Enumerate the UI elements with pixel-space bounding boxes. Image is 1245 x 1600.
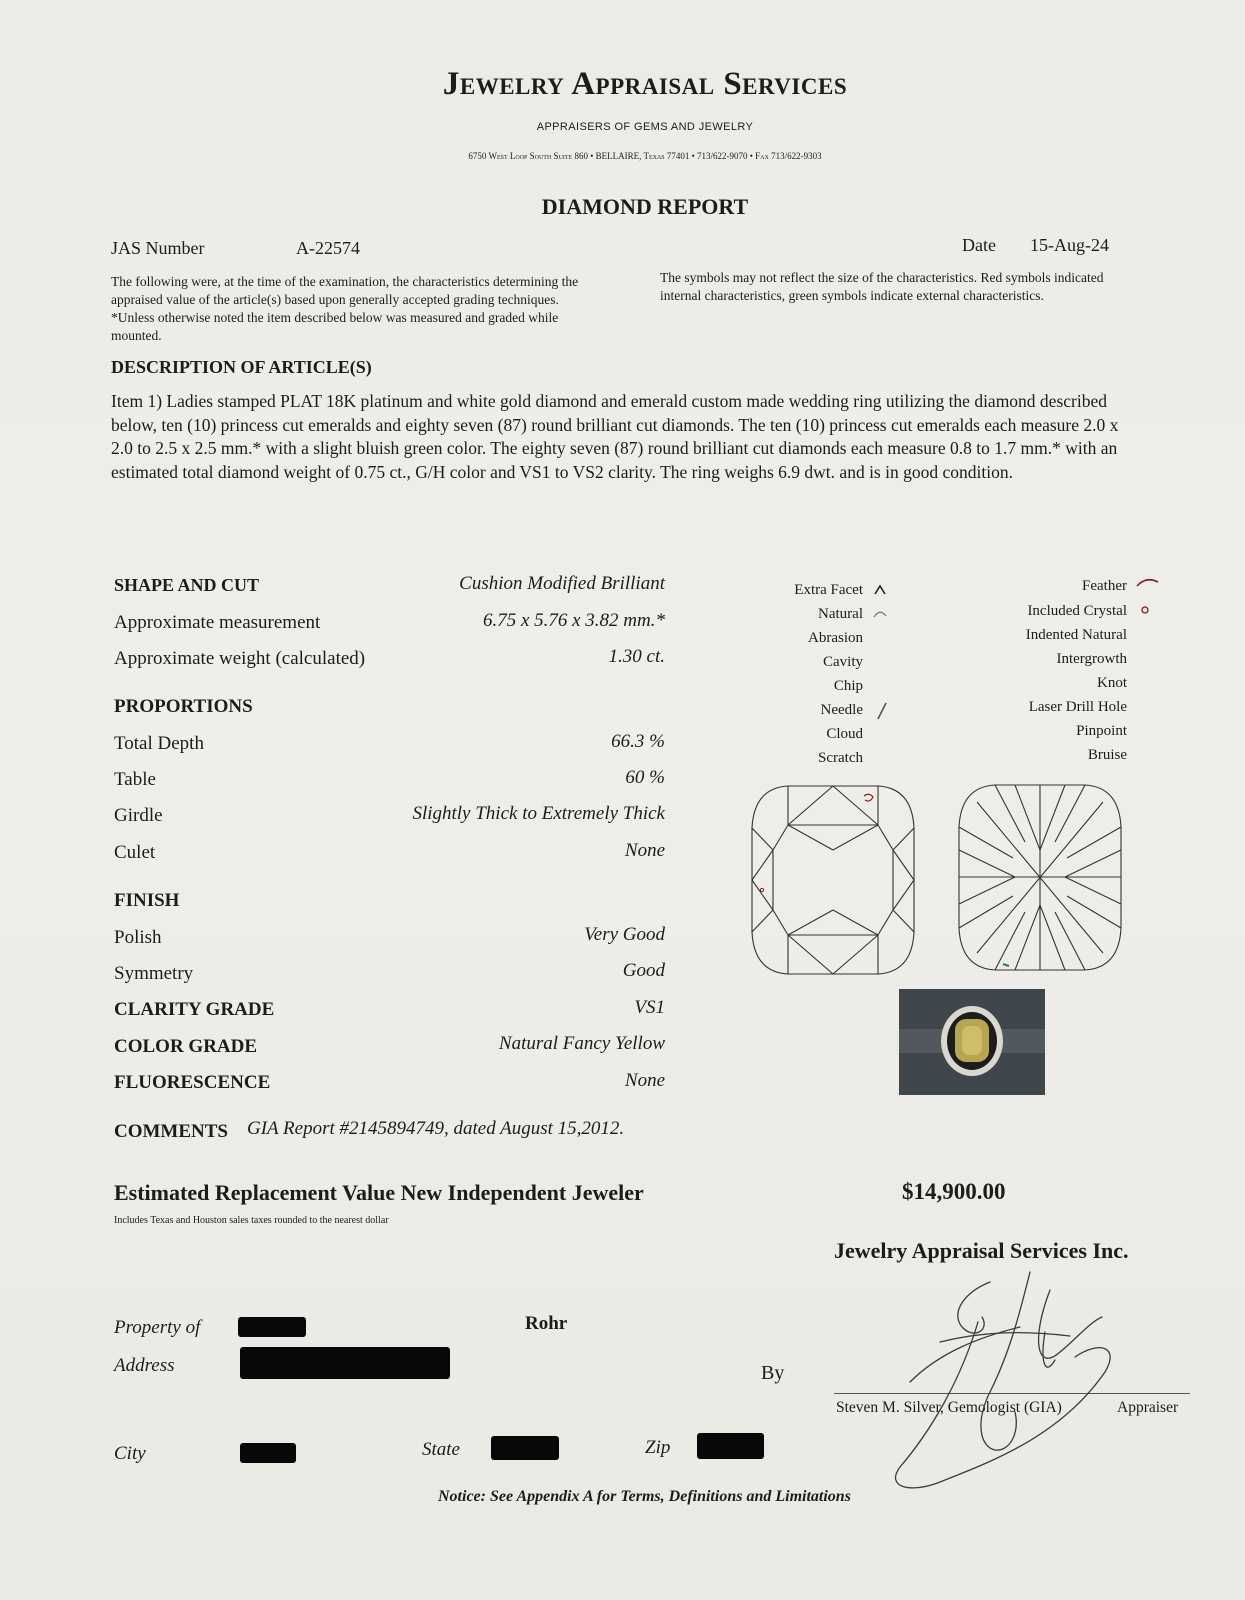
culet-label: Culet <box>114 842 156 863</box>
appraiser-name: Steven M. Silver, Gemologist (GIA) <box>836 1399 1062 1416</box>
redacted-owner-name <box>238 1317 306 1337</box>
legend-included-crystal: Included Crystal <box>1027 603 1127 619</box>
weight-label: Approximate weight (calculated) <box>114 648 366 669</box>
legend-extra-facet: Extra Facet <box>794 582 863 598</box>
signature-company: Jewelry Appraisal Services Inc. <box>834 1238 1129 1263</box>
date-value: 15-Aug-24 <box>1030 235 1109 255</box>
table-value: 60 % <box>625 767 665 788</box>
measurement-label: Approximate measurement <box>114 612 321 633</box>
company-name: Jewelry Appraisal Services <box>442 66 848 102</box>
crown-plot-diagram <box>748 780 918 980</box>
table-label: Table <box>114 769 156 790</box>
city-label: City <box>114 1443 146 1464</box>
handwritten-signature <box>870 1262 1130 1502</box>
symmetry-label: Symmetry <box>114 963 194 984</box>
valuation-note: Includes Texas and Houston sales taxes rounded to the nearest dollar <box>114 1215 389 1226</box>
comments-label: COMMENTS <box>114 1121 228 1142</box>
notice-text: Notice: See Appendix A for Terms, Definitions and Limitations <box>438 1488 851 1505</box>
proportions-heading: PROPORTIONS <box>114 696 253 717</box>
legend-indented-natural: Indented Natural <box>1025 627 1127 643</box>
comments-text: GIA Report #2145894749, dated August 15,2012. <box>247 1118 625 1139</box>
description-text: Item 1) Ladies stamped PLAT 18K platinum and white gold diamond and emerald custom made wedding ring utilizing the diamond described below, ten (10) princess cut emeralds and eighty seven (87) round brilliant cut diamonds. The ten (10) princess cut emeralds each measure 2.0 x 2.0 to 2.5 x 2.5 mm.* with a slight bluish green color. The eighty seven (87) round brilliant cut diamonds each measure 0.8 to 1.7 mm.* with an estimated total diamond weight of 0.75 ct., G/H color and VS1 to VS2 clarity. The ring weighs 6.9 dwt. and is in good condition. <box>111 391 1119 482</box>
total-depth-label: Total Depth <box>114 733 204 754</box>
legend-bruise: Bruise <box>1087 747 1127 763</box>
shape-cut-value: Cushion Modified Brilliant <box>459 573 665 594</box>
date-label: Date <box>962 235 996 255</box>
by-label: By <box>761 1362 785 1384</box>
legend-feather: Feather <box>1082 578 1127 594</box>
company-address: 6750 West Loop South Suite 860 • BELLAIRE, Texas 77401 • 713/622-9070 • Fax 713/622-9303 <box>468 151 822 161</box>
clarity-grade-value: VS1 <box>634 997 665 1018</box>
clarity-grade-label: CLARITY GRADE <box>114 999 275 1020</box>
zip-label: Zip <box>645 1437 671 1458</box>
pavilion-plot-diagram <box>955 780 1125 975</box>
weight-value: 1.30 ct. <box>608 646 665 667</box>
legend-laser-drill-hole: Laser Drill Hole <box>1028 699 1127 715</box>
color-grade-value: Natural Fancy Yellow <box>498 1033 665 1054</box>
legend-cloud: Cloud <box>826 726 863 742</box>
symmetry-value: Good <box>622 960 665 981</box>
legend-abrasion: Abrasion <box>808 630 863 646</box>
valuation-label: Estimated Replacement Value New Independent Jeweler <box>114 1180 644 1205</box>
culet-value: None <box>624 840 665 861</box>
total-depth-value: 66.3 % <box>611 731 665 752</box>
legend-needle: Needle <box>820 702 863 718</box>
property-of-label: Property of <box>114 1317 201 1338</box>
owner-surname: Rohr <box>525 1313 568 1334</box>
shape-cut-label: SHAPE AND CUT <box>114 575 260 595</box>
measurement-value: 6.75 x 5.76 x 3.82 mm.* <box>482 610 665 631</box>
legend-natural: Natural <box>818 606 863 622</box>
state-label: State <box>422 1439 460 1460</box>
redacted-city <box>240 1443 296 1463</box>
finish-heading: FINISH <box>114 890 180 911</box>
legend-right-symbols-icon <box>1134 576 1164 618</box>
redacted-zip <box>697 1433 764 1459</box>
ring-photo <box>899 989 1045 1095</box>
legend-knot: Knot <box>1097 675 1127 691</box>
legend-scratch: Scratch <box>818 750 863 766</box>
valuation-amount: $14,900.00 <box>902 1179 1006 1204</box>
description-heading: DESCRIPTION OF ARTICLE(S) <box>111 357 372 377</box>
company-tagline: APPRAISERS OF GEMS AND JEWELRY <box>536 121 754 133</box>
polish-label: Polish <box>114 927 162 948</box>
polish-value: Very Good <box>584 924 665 945</box>
girdle-value: Slightly Thick to Extremely Thick <box>412 803 665 824</box>
appraiser-title: Appraiser <box>1117 1399 1179 1416</box>
fluorescence-value: None <box>624 1070 665 1091</box>
color-grade-label: COLOR GRADE <box>114 1036 258 1057</box>
fluorescence-label: FLUORESCENCE <box>114 1072 271 1093</box>
report-title: DIAMOND REPORT <box>541 194 749 219</box>
legend-left-symbols-icon <box>870 582 894 722</box>
legend-chip: Chip <box>833 678 863 694</box>
redacted-address <box>240 1347 450 1379</box>
intro-disclaimer: The following were, at the time of the examination, the characteristics determining the appraised value of the article(s) based upon generally accepted grading techniques. *Unless otherwise noted the item described below was measured and graded while mounted. <box>111 274 579 343</box>
girdle-label: Girdle <box>114 805 163 826</box>
redacted-state <box>491 1436 559 1460</box>
address-label: Address <box>114 1355 175 1376</box>
legend-intergrowth: Intergrowth <box>1056 651 1127 667</box>
symbols-note: The symbols may not reflect the size of the characteristics. Red symbols indicated internal characteristics, green symbols indicate external characteristics. <box>660 270 1104 303</box>
jas-number-label: JAS Number <box>111 238 205 258</box>
jas-number-value: A-22574 <box>296 238 360 258</box>
legend-cavity: Cavity <box>823 654 863 670</box>
legend-pinpoint: Pinpoint <box>1076 723 1127 739</box>
